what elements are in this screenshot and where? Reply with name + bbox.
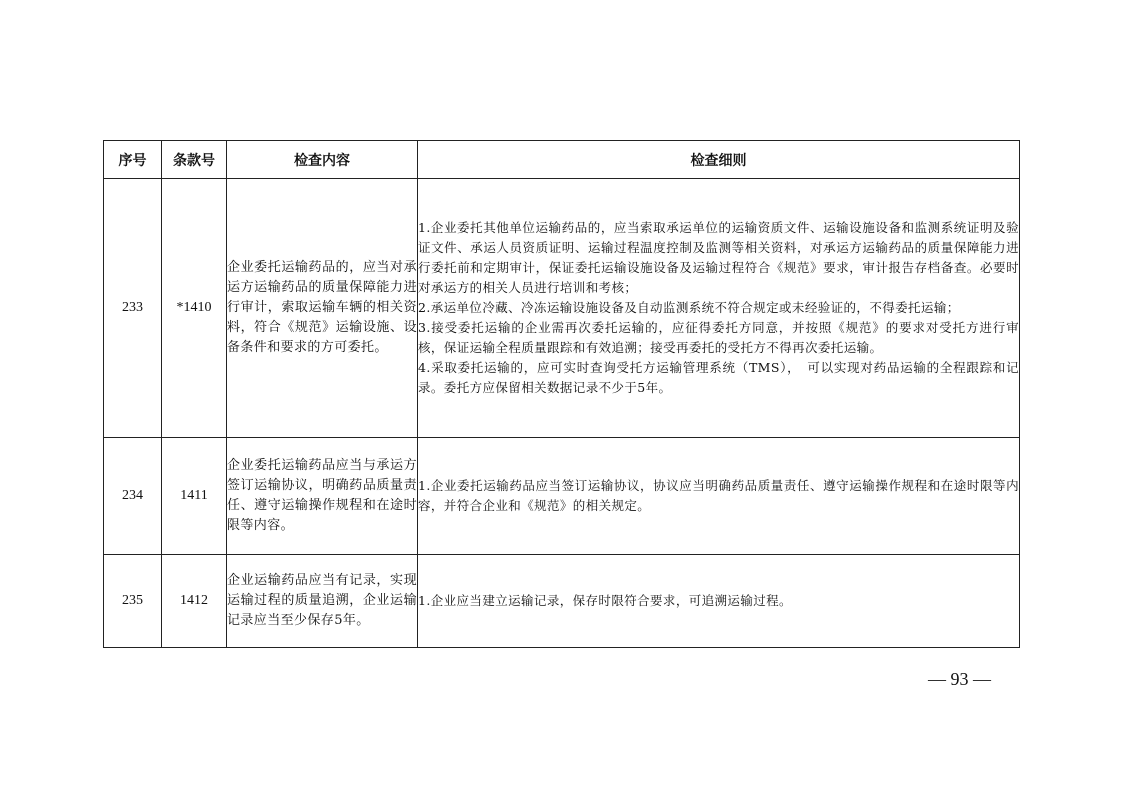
content-cell: 企业运输药品应当有记录，实现运输过程的质量追溯，企业运输记录应当至少保存5年。 [227,555,418,648]
detail-item: 1.企业委托运输药品应当签订运输协议，协议应当明确药品质量责任、遵守运输操作规程和在途时限等内容，并符合企业和《规范》的相关规定。 [418,478,1019,513]
detail-cell [418,438,1020,555]
detail-item: 2.承运单位冷藏、冷冻运输设施设备及自动监测系统不符合规定或未经验证的，不得委托运输； [418,300,960,315]
page-number: — 93 — [928,669,991,689]
detail-cell [418,555,1020,648]
content-cell: 企业委托运输药品的，应当对承运方运输药品的质量保障能力进行审计，索取运输车辆的相关资料，符合《规范》运输设施、设备条件和要求的方可委托。 [227,179,418,438]
clause-cell: 1412 [162,555,227,648]
detail-item: 1.企业委托其他单位运输药品的，应当索取承运单位的运输资质文件、运输设施设备和监测系统证明及验证文件、承运人员资质证明、运输过程温度控制及监测等相关资料，对承运方运输药品的质量保障能力进行委托前和定期审计，保证委托运输设施设备及运输过程符合《规范》要求，审计报告存档备查。必要时对承运方的相关人员进行培训和考核； [418,220,1019,295]
table-row [104,438,1020,555]
seq-cell: 233 [104,179,162,438]
header-seq: 序号 [104,141,162,179]
header-row [104,141,1020,179]
table-row [104,555,1020,648]
header-details: 检查细则 [418,141,1020,179]
seq-cell: 235 [104,555,162,648]
detail-item: 1.企业应当建立运输记录，保存时限符合要求，可追溯运输过程。 [418,593,792,608]
seq-cell: 234 [104,438,162,555]
table-row [104,179,1020,438]
detail-item: 4.采取委托运输的，应可实时查询受托方运输管理系统（TMS）， 可以实现对药品运输的全程跟踪和记录。委托方应保留相关数据记录不少于5年。 [418,360,1019,395]
detail-item: 3.接受委托运输的企业需再次委托运输的，应征得委托方同意，并按照《规范》的要求对受托方进行审核，保证运输全程质量跟踪和有效追溯；接受再委托的受托方不得再次委托运输。 [418,320,1019,355]
clause-cell: *1410 [162,179,227,438]
header-content: 检查内容 [227,141,418,179]
inspection-table [103,140,1020,648]
detail-cell [418,179,1020,438]
content-cell: 企业委托运输药品应当与承运方签订运输协议，明确药品质量责任、遵守运输操作规程和在途时限等内容。 [227,438,418,555]
clause-cell: 1411 [162,438,227,555]
header-clause: 条款号 [162,141,227,179]
